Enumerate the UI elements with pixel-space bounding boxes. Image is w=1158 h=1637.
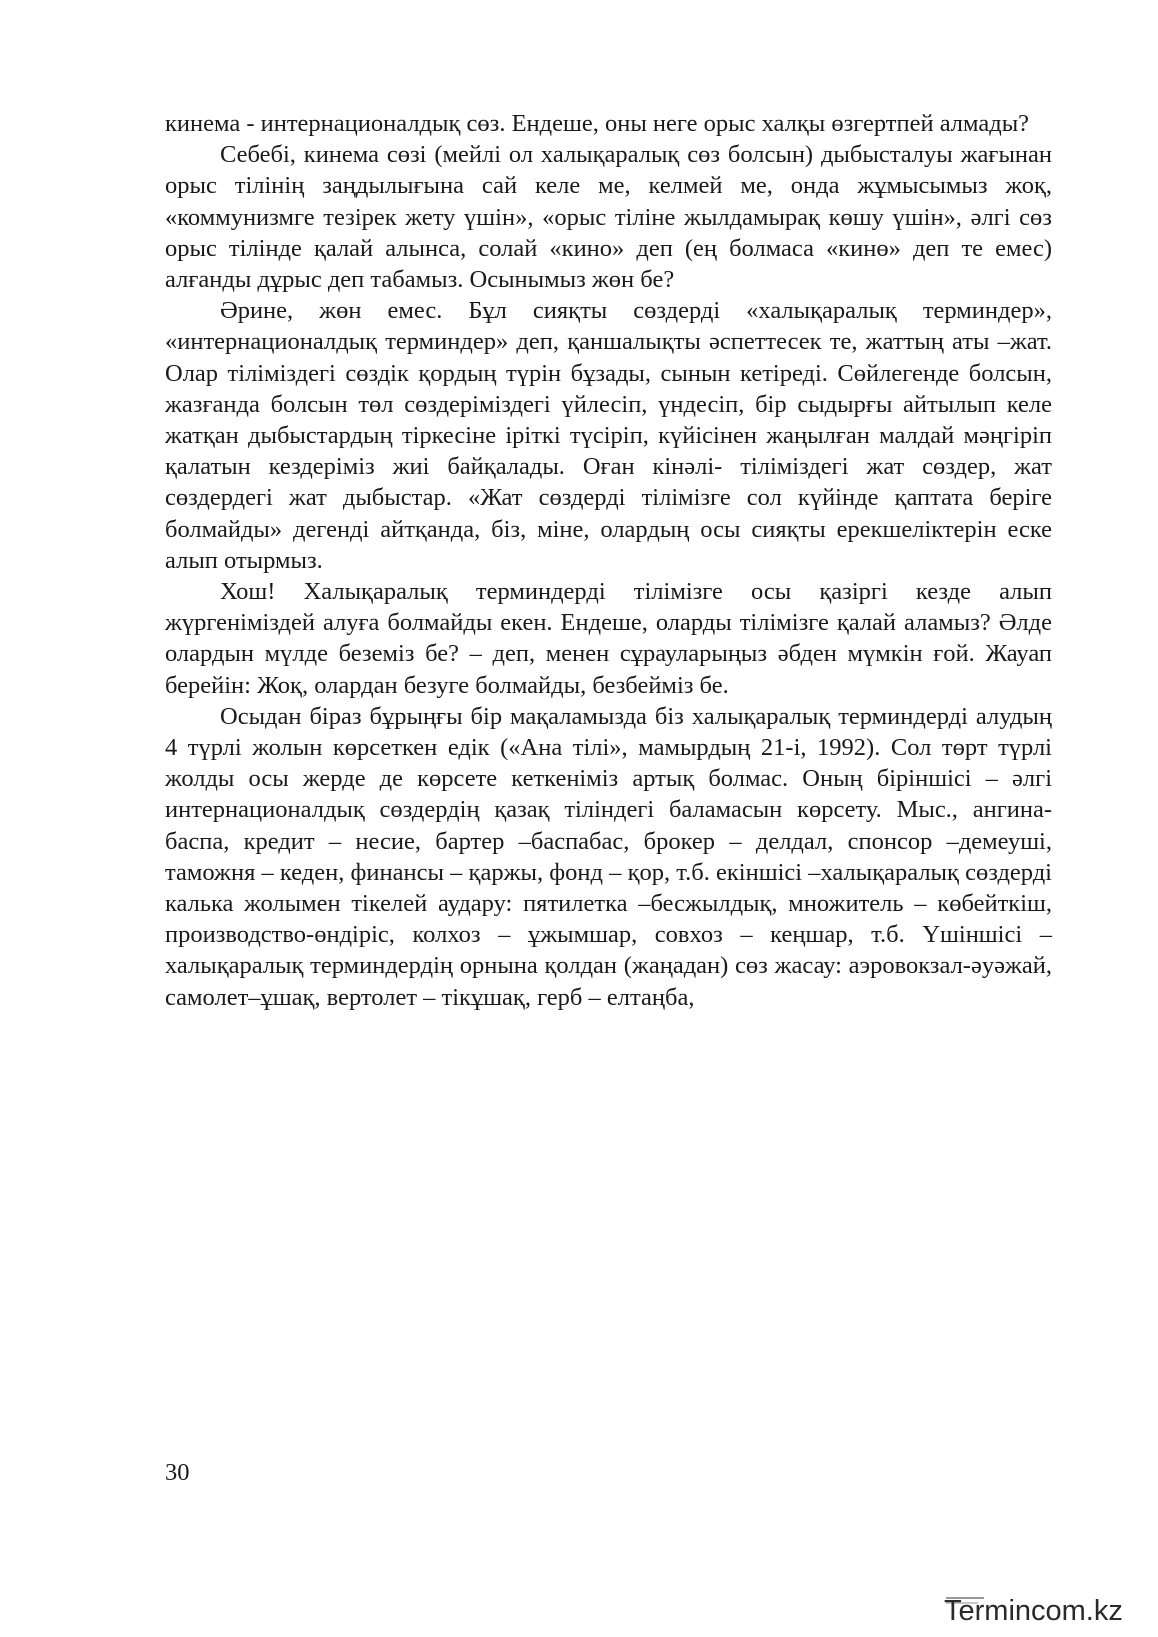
main-text — [165, 108, 1052, 1013]
paragraph-3: Әрине, жөн емес. Бұл сияқты сөздерді «халықаралық терминдер», «интернационалдық терминдер» деп, қаншалықты әспеттесек те, жаттың аты –жат. Олар тіліміздегі сөздік қордың түрін бұзады, сынын кетіреді. Сөйлегенде болсын, жазғанда болсын төл сөздеріміздегі үйлесіп, үндесіп, бір сыдырғы айтылып келе жатқан дыбыстардың тіркесіне іріткі түсіріп, күйісінен жаңылған малдай мәңгіріп қалатын кездеріміз жиі байқалады. Оған кінәлі- тіліміздегі жат сөздер, жат сөздердегі жат дыбыстар. «Жат сөздерді тілімізге сол күйінде қаптата беріге болмайды» дегенді айтқанда, біз, міне, олардың осы сияқты ерекшеліктерін еске алып отырмыз. — [165, 297, 1052, 574]
paragraph-2: Себебі, кинема сөзі (мейлі ол халықаралық сөз болсын) дыбысталуы жағынан орыс тілінің заңдылығына сай келе ме, келмей ме, онда жұмысымыз жоқ, «коммунизмге тезірек жету үшін», «орыс тіліне жылдамырақ көшу үшін», әлгі сөз орыс тілінде қалай алынса, солай «кино» деп (ең болмаса «кинө» деп те емес) алғанды дұрыс деп табамыз. Осынымыз жөн бе? — [165, 141, 1052, 294]
paragraph-1: кинема - интернационалдық сөз. Ендеше, оны неге орыс халқы өзгертпей алмады? — [165, 110, 1030, 137]
paragraph-4: Хош! Халықаралық терминдерді тілімізге осы қазіргі кезде алып жүргеніміздей алуға болмайды екен. Ендеше, оларды тілімізге қалай аламыз? Әлде олардын мүлде беземіз бе? – деп, менен сұрауларыңыз әбден мүмкін ғой. Жауап берейін: Жоқ, олардан безуге болмайды, безбейміз бе. — [165, 578, 1052, 699]
termincom-watermark — [940, 1588, 1150, 1634]
page-number: 30 — [165, 1459, 190, 1486]
watermark-text: Termincom.kz — [944, 1595, 1123, 1627]
paragraph-5: Осыдан біраз бұрыңғы бір мақаламызда біз халықаралық терминдерді алудың 4 түрлі жолын көрсеткен едік («Ана тілі», мамырдың 21-і, 1992). Сол төрт түрлі жолды осы жерде де көрсете кеткеніміз артық болмас. Оның біріншісі – әлгі интернационалдық сөздердің қазақ тіліндегі баламасын көрсету. Мыс., ангина-баспа, кредит – несие, бартер –баспабас, брокер – делдал, спонсор –демеуші, таможня – кеден, финансы – қаржы, фонд – қор, т.б. екіншісі –халықаралық сөздерді калька жолымен тікелей аудару: пятилетка –бесжылдық, множитель – көбейткіш, производство-өндіріс, колхоз – ұжымшар, совхоз – кеңшар, т.б. Үшіншісі – халықаралық терминдердің орнына қолдан (жаңадан) сөз жасау: аэровокзал-әуәжай, самолет–ұшақ, вертолет – тікұшақ, герб – елтаңба, — [165, 702, 1052, 1011]
